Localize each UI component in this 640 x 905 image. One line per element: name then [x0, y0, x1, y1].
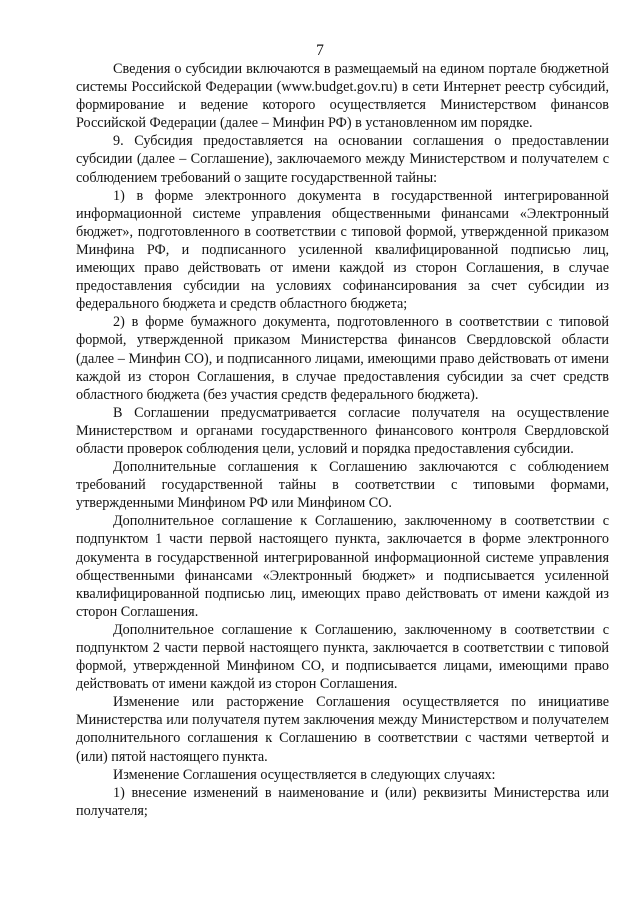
- paragraph-subitem-2: 2) в форме бумажного документа, подготовленного в соответствии с типовой формой, утвержденной приказом Министерства финансов Свердловской области (далее – Минфин СО), и подписанного лицами, имеющими право действовать от имени каждой из сторон Соглашения, в случае предоставления субсидии за счет средств областного бюджета (без участия средств федерального бюджета).: [76, 314, 609, 403]
- paragraph-control-consent: В Соглашении предусматривается согласие получателя на осуществление Министерством и органами государственного финансового контроля Свердловской области проверок соблюдения цели, условий и порядка предоставления субсидии.: [76, 404, 609, 457]
- document-body: [76, 60, 609, 820]
- paragraph-additional-paper: Дополнительное соглашение к Соглашению, заключенному в соответствии с подпунктом 2 части первой настоящего пункта, заключается в соответствии с типовой формой, утвержденной Минфином СО, и подписывается лицами, имеющими право действовать от имени каждой из сторон Соглашения.: [76, 621, 609, 693]
- paragraph-subitem-1: 1) в форме электронного документа в государственной интегрированной информационной системе управления общественными финансами «Электронный бюджет», подготовленного в соответствии с типовой формой, утвержденной приказом Минфина РФ, и подписанного усиленной квалифицированной подписью лиц, имеющих право действовать от имени каждой из сторон Соглашения, в случае предоставления субсидии на условиях софинансирования за счет субсидии из федерального бюджета и средств областного бюджета;: [76, 187, 609, 313]
- page-number: 7: [316, 42, 324, 59]
- paragraph-additional-electronic: Дополнительное соглашение к Соглашению, заключенному в соответствии с подпунктом 1 части первой настоящего пункта, заключается в форме электронного документа в государственной интегрированной информационной системе управления общественными финансами «Электронный бюджет» и подписывается усиленной квалифицированной подписью лиц, имеющих право действовать от имени каждой из сторон Соглашения.: [76, 513, 609, 620]
- paragraph-item-9: 9. Субсидия предоставляется на основании соглашения о предоставлении субсидии (далее – Соглашение), заключаемого между Министерством и получателем с соблюдением требований о защите государственной тайны:: [76, 133, 609, 186]
- paragraph-change-case-1: 1) внесение изменений в наименование и (или) реквизиты Министерства или получателя;: [76, 784, 609, 819]
- paragraph-change-termination: Изменение или расторжение Соглашения осуществляется по инициативе Министерства или получателя путем заключения между Министерством и получателем дополнительного соглашения к Соглашению в соответствии с частями четвертой и (или) пятой настоящего пункта.: [76, 694, 609, 765]
- paragraph-subsidy-registry: Сведения о субсидии включаются в размещаемый на едином портале бюджетной системы Российской Федерации (www.budget.gov.ru) в сети Интернет реестр субсидий, формирование и ведение которого осуществляется Министерством финансов Российской Федерации (далее – Минфин РФ) в установленном им порядке.: [76, 61, 609, 132]
- paragraph-change-cases: Изменение Соглашения осуществляется в следующих случаях:: [113, 766, 496, 783]
- paragraph-additional-agreements: Дополнительные соглашения к Соглашению заключаются с соблюдением требований государственной тайны в соответствии с типовыми формами, утвержденными Минфином РФ или Минфином СО.: [76, 459, 609, 512]
